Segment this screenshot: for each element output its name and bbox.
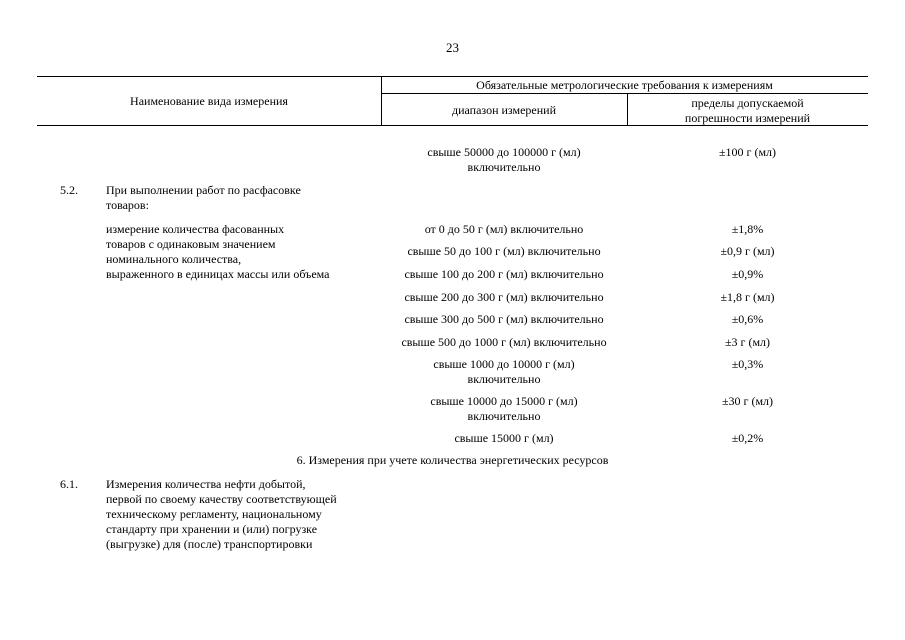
header-bottom-rule — [37, 125, 868, 126]
header-range-column: диапазон измерений — [451, 103, 557, 117]
item-title-line2: товаров: — [106, 198, 149, 212]
range-cell-cont: включительно — [467, 160, 541, 174]
range-cell: свыше 1000 до 10000 г (мл) — [433, 357, 575, 371]
error-cell: ±1,8 г (мл) — [720, 290, 775, 304]
error-cell: ±30 г (мл) — [721, 394, 774, 408]
error-cell: ±0,9 г (мл) — [720, 244, 775, 258]
item-6-1-line: стандарту при хранении и (или) погрузке — [106, 522, 318, 536]
range-cell: от 0 до 50 г (мл) включительно — [424, 222, 584, 236]
item-6-1-line: Измерения количества нефти добытой, — [106, 477, 306, 491]
item-6-1-line: техническому регламенту, национальному — [106, 507, 322, 521]
header-error-column-line2: погрешности измерений — [684, 111, 811, 125]
range-cell: свыше 10000 до 15000 г (мл) — [430, 394, 578, 408]
range-cell: свыше 100 до 200 г (мл) включительно — [404, 267, 604, 281]
header-name-column: Наименование вида измерения — [130, 94, 288, 108]
range-cell: свыше 500 до 1000 г (мл) включительно — [401, 335, 607, 349]
page-number: 23 — [446, 40, 459, 55]
error-cell: ±0,6% — [731, 312, 764, 326]
range-cell-cont: включительно — [467, 372, 541, 386]
range-cell: свыше 50 до 100 г (мл) включительно — [407, 244, 601, 258]
error-cell: ±0,9% — [731, 267, 764, 281]
error-cell: ±0,3% — [731, 357, 764, 371]
header-mid-rule — [381, 93, 868, 94]
error-cell: ±1,8% — [731, 222, 764, 236]
range-cell: свыше 300 до 500 г (мл) включительно — [404, 312, 604, 326]
range-cell: свыше 50000 до 100000 г (мл) — [427, 145, 581, 159]
header-error-column-line1: пределы допускаемой — [691, 96, 804, 110]
item-title-line1: При выполнении работ по расфасовке — [106, 183, 301, 197]
sub-item-line: товаров с одинаковым значением — [106, 237, 276, 251]
item-number-6-1: 6.1. — [60, 477, 78, 491]
item-6-1-line: (выгрузке) для (после) транспортировки — [106, 537, 313, 551]
error-cell: ±100 г (мл) — [718, 145, 777, 159]
sub-item-line: выраженного в единицах массы или объема — [106, 267, 330, 281]
item-6-1-line: первой по своему качеству соответствующей — [106, 492, 337, 506]
sub-item-line: измерение количества фасованных — [106, 222, 285, 236]
error-cell: ±0,2% — [731, 431, 764, 445]
range-cell: свыше 15000 г (мл) — [454, 431, 554, 445]
section-heading: 6. Измерения при учете количества энергетических ресурсов — [296, 453, 609, 467]
header-requirements-column: Обязательные метрологические требования к измерениям — [476, 78, 773, 92]
error-cell: ±3 г (мл) — [724, 335, 771, 349]
range-cell-cont: включительно — [467, 409, 541, 423]
sub-item-line: номинального количества, — [106, 252, 242, 266]
table-top-rule — [37, 76, 868, 77]
item-number-5-2: 5.2. — [60, 183, 78, 197]
range-cell: свыше 200 до 300 г (мл) включительно — [404, 290, 604, 304]
